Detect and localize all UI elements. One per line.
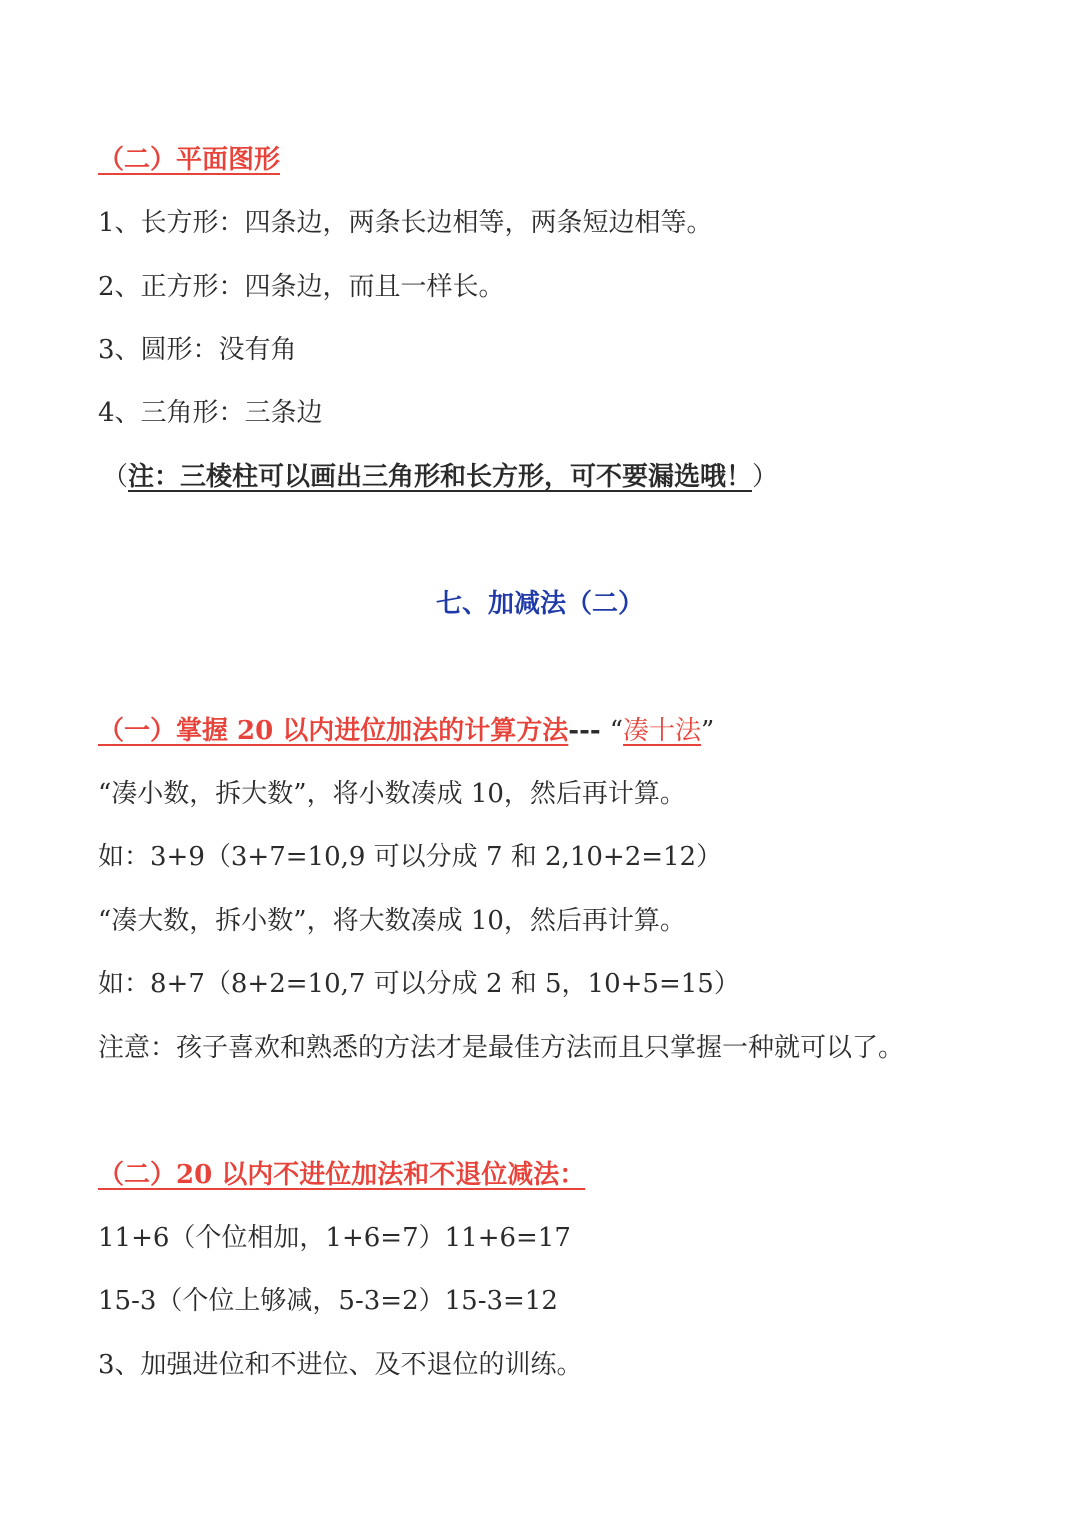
nocarry-line-addition: 11+6（个位相加，1+6=7）11+6=17 xyxy=(98,1223,571,1253)
carry-heading-main: （一）掌握 20 以内进位加法的计算方法 xyxy=(98,716,569,746)
chapter-title: 七、加减法（二） xyxy=(435,589,644,619)
carry-line-example-1: 如：3+9（3+7=10,9 可以分成 7 和 2,10+2=12） xyxy=(98,842,723,872)
shape-item-triangle: 4、三角形：三条边 xyxy=(98,398,323,428)
nocarry-line-practice: 3、加强进位和不进位、及不退位的训练。 xyxy=(98,1350,583,1380)
section-heading-no-carry: （二）20 以内不进位加法和不退位减法： xyxy=(98,1160,586,1190)
carry-line-example-2: 如：8+7（8+2=10,7 可以分成 2 和 5，10+5=15） xyxy=(98,969,740,999)
carry-heading-quote-close: ” xyxy=(701,716,715,746)
note-text: 注：三棱柱可以画出三角形和长方形，可不要漏选哦！ xyxy=(128,462,753,492)
note-open-paren: （ xyxy=(102,462,129,492)
prism-note xyxy=(102,460,778,494)
carry-heading-dashes: --- xyxy=(568,716,610,746)
carry-line-attention: 注意：孩子喜欢和熟悉的方法才是最佳方法而且只掌握一种就可以了。 xyxy=(98,1033,905,1063)
shape-item-rectangle: 1、长方形：四条边，两条长边相等，两条短边相等。 xyxy=(98,208,713,238)
carry-line-big-rule: “凑大数，拆小数”，将大数凑成 10，然后再计算。 xyxy=(98,906,686,936)
nocarry-line-subtraction: 15-3（个位上够减，5-3=2）15-3=12 xyxy=(98,1286,558,1316)
shape-item-circle: 3、圆形：没有角 xyxy=(98,335,297,365)
carry-heading-quote-open: “ xyxy=(609,716,624,746)
section-heading-carry-addition xyxy=(98,714,714,748)
shape-item-square: 2、正方形：四条边，而且一样长。 xyxy=(98,272,505,302)
section-heading-plane-shapes: （二）平面图形 xyxy=(98,145,281,175)
carry-heading-method: 凑十法 xyxy=(623,716,702,746)
carry-line-small-rule: “凑小数，拆大数”，将小数凑成 10，然后再计算。 xyxy=(98,779,686,809)
note-close-paren: ） xyxy=(752,462,779,492)
